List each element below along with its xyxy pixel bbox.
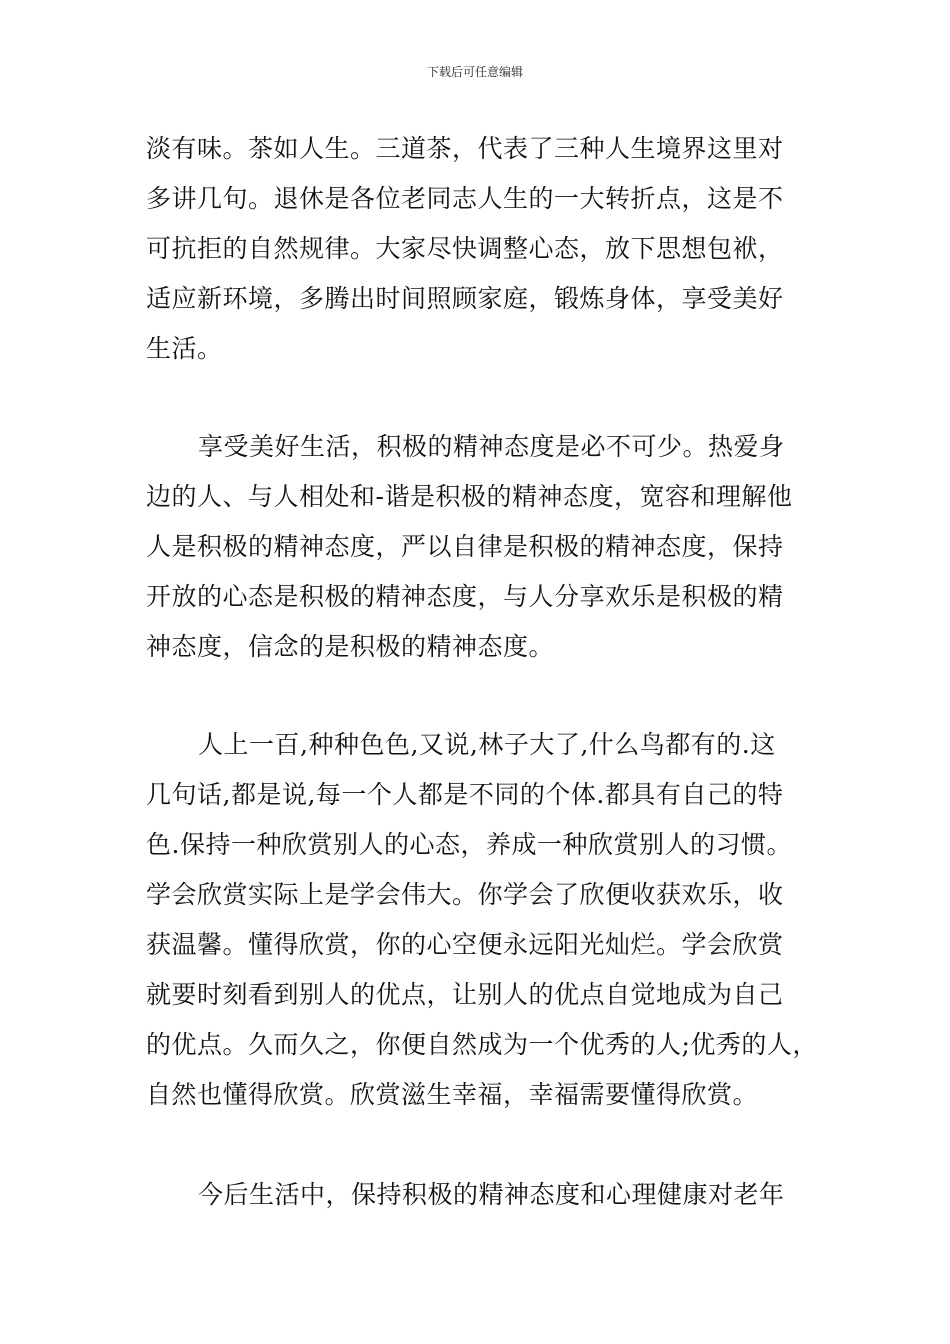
paragraph-line: 自然也懂得欣赏。欣赏滋生幸福，幸福需要懂得欣赏。	[146, 1080, 759, 1109]
paragraph-line: 开放的心态是积极的精神态度，与人分享欢乐是积极的精	[146, 582, 784, 611]
paragraph-line: 多讲几句。退休是各位老同志人生的一大转折点，这是不	[146, 184, 784, 213]
paragraph-line: 色.保持一种欣赏别人的心态，养成一种欣赏别人的习惯。	[146, 830, 792, 859]
paragraph-2	[146, 422, 816, 672]
paragraph-3	[146, 720, 816, 1120]
paragraph-line: 神态度，信念的是积极的精神态度。	[146, 632, 555, 661]
paragraph-line: 就要时刻看到别人的优点，让别人的优点自觉地成为自己	[146, 980, 784, 1009]
paragraph-4	[146, 1170, 816, 1220]
paragraph-1	[146, 124, 816, 374]
paragraph-line: 人上一百,种种色色,又说,林子大了,什么鸟都有的.这	[198, 730, 776, 759]
paragraph-line: 可抗拒的自然规律。大家尽快调整心态，放下思想包袱，	[146, 234, 784, 263]
paragraph-line: 今后生活中，保持积极的精神态度和心理健康对老年	[198, 1180, 785, 1209]
paragraph-line: 淡有味。茶如人生。三道茶，代表了三种人生境界这里对	[146, 134, 784, 163]
paragraph-line: 人是积极的精神态度，严以自律是积极的精神态度，保持	[146, 532, 784, 561]
paragraph-line: 的优点。久而久之，你便自然成为一个优秀的人;优秀的人，	[146, 1030, 818, 1059]
paragraph-line: 获温馨。懂得欣赏，你的心空便永远阳光灿烂。学会欣赏	[146, 930, 784, 959]
page-header: 下载后可任意编辑	[426, 65, 523, 79]
paragraph-line: 享受美好生活，积极的精神态度是必不可少。热爱身	[198, 432, 785, 461]
paragraph-line: 几句话,都是说,每一个人都是不同的个体.都具有自己的特	[146, 780, 784, 809]
paragraph-line: 边的人、与人相处和-谐是积极的精神态度，宽容和理解他	[146, 482, 793, 511]
paragraph-line: 学会欣赏实际上是学会伟大。你学会了欣便收获欢乐，收	[146, 880, 784, 909]
paragraph-line: 适应新环境，多腾出时间照顾家庭，锻炼身体，享受美好	[146, 284, 784, 313]
paragraph-line: 生活。	[146, 334, 223, 363]
